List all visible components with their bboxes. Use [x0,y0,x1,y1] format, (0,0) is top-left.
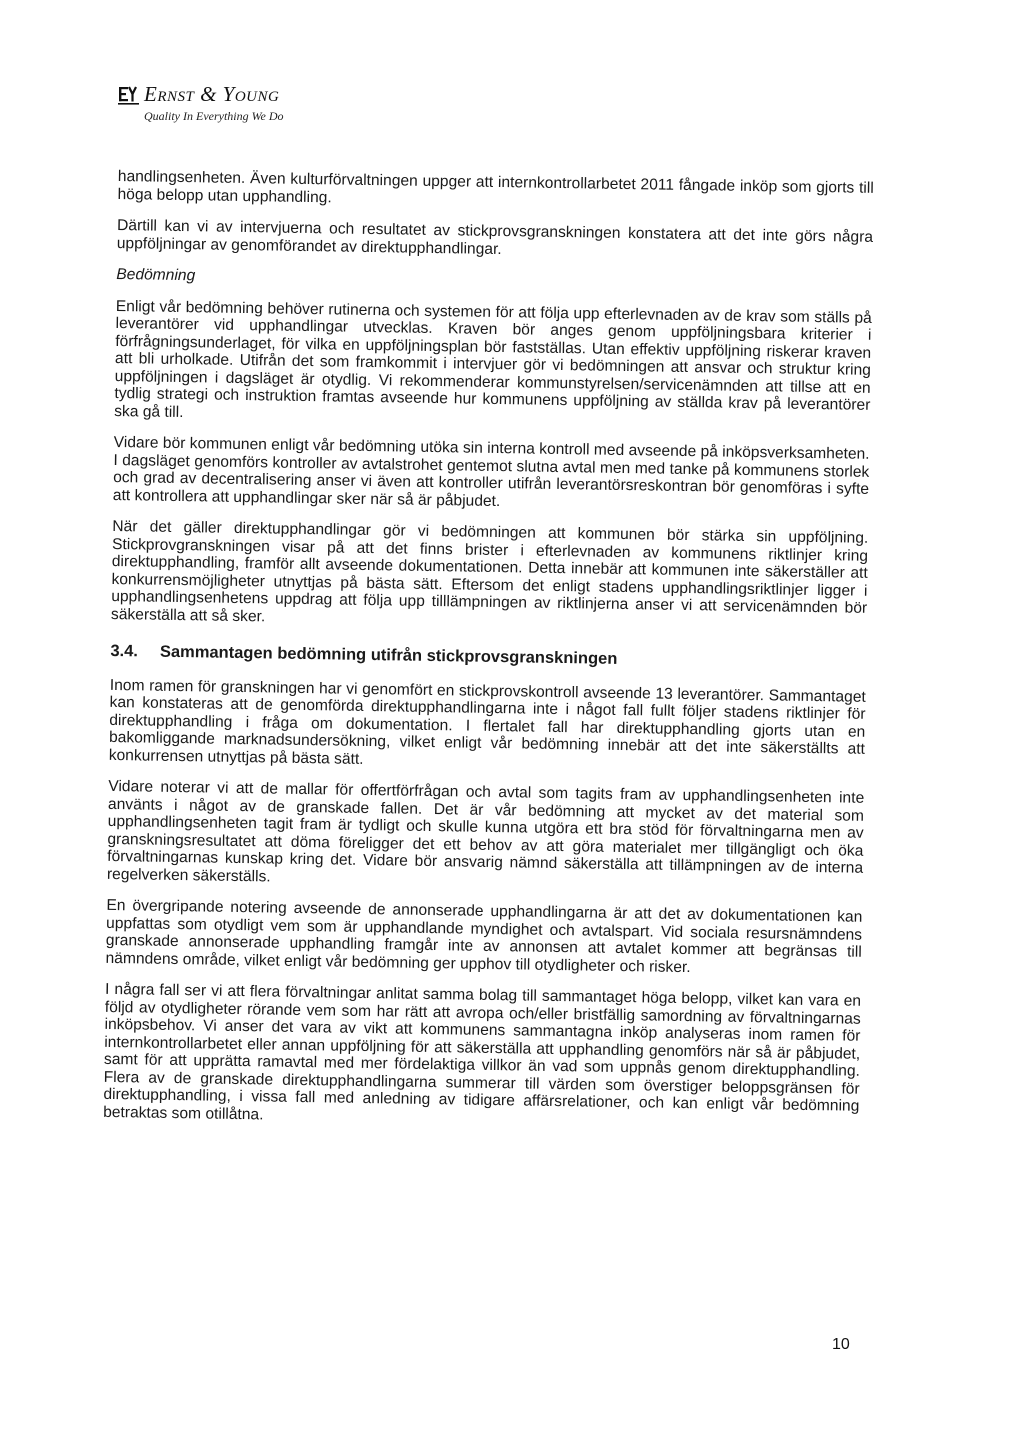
section-title: Sammantagen bedömning utifrån stickprovsgranskningen [159,642,618,668]
page-number: 10 [832,1336,850,1353]
company-logo [118,82,418,124]
paragraph: handlingsenheten. Även kulturförvaltningen uppger att internkontrollarbetet 2011 fångade inköp som gjorts till höga belopp utan upphandling. [117,168,874,206]
paragraph: Inom ramen för granskningen har vi genomfört en stickprovskontroll avseende 13 leverantörer. Sammantaget kan konstateras att de genomförda direktupphandlingarna inte i något fall fullt följer stadens riktlinjer för direktupphandling i fråga om dokumentation. I flertalet fall har direktupphandling gjorts utan en bakomliggande marknadsundersökning, vilket enligt vår bedömning innebär att det inte säkerställts att konkurrensen utnyttjas på bästa sätt. [108,676,866,768]
subheading-assessment: Bedömning [116,265,196,285]
logo-name: Ernst & Young [144,82,280,106]
logo-tagline: Quality In Everything We Do [144,109,284,123]
paragraph: En övergripande notering avseende de annonserade upphandlingarna är att det av dokumentationen kan uppfattas som otydligt vem som är upphandlande myndighet och avtalspart. Vid sociala resursnämndens granskade annonserade upphandling framgår inte av annonsen att avtalet kommer att begränsas till nämndens område, vilket enligt vår bedömning ger upphov till otydligheter och risker. [105,896,863,976]
paragraph: I några fall ser vi att flera förvaltningar anlitat samma bolag till sammantaget höga belopp, vilket kan vara en följd av otydligheter rörande vem som har rätt att avropa och/eller bristfällig samordning av förvaltningarnas inköpsbehov. Vi anser det vara av vikt att kommunens sammantagna inköp analyseras inom ramen för internkontrollarbetet eller annan uppföljning för att säkerställa att upphandling genomförs när så är påbjudet, samt för att upprätta ramavtal med mer fördelaktiga villkor än vad som uppnås genom direktupphandling. Flera av de granskade direktupphandlingarna summerar till värden som överstiger beloppsgränsen för direktupphandling, i vissa fall med anledning av tidigare affärsrelationer, och kan enligt vår bedömning betraktas som otillåtna. [103,980,862,1123]
paragraph: När det gäller direktupphandlingar gör vi bedömningen att kommunen bör stärka sin uppföljning. Stickprovgranskningen visar på att det finns brister i efterlevnaden av kommunens riktlinjer kring direktupphandling, framför allt avseende dokumentationen. Detta innebär att kommunen inte säkerställer att konkurrensmöjligheter utnyttjas på bästa sätt. Eftersom det enligt stadens upphandlingsriktlinjer ligger i upphandlingsenhetens uppdrag att följa upp tilllämpningen av riktlinjerna anser vi att servicenämnden bör säkerställa att så sker. [110,517,869,625]
paragraph: Vidare noterar vi att de mallar för offertförfrågan och avtal som tagits fram av upphandlingsenheten inte använts i något av de granskade fallen. Det är vår bedömning att mycket av det material som upphandlingsenheten tagit fram är tydligt och skulle kunna utgöra ett bra stöd för förvaltningarna men av granskningsresultatet att döma föreligger det ett behov av att göra materialet mer tillgängligt och öka förvaltningarnas kunskap kring det. Vidare bör ansvarig nämnd säkerställa att tillämpningen av de interna regelverken säkerställs. [106,777,865,885]
paragraph: Enligt vår bedömning behöver rutinerna och systemen för att följa upp efterlevnaden av de krav som ställs på leverantörer vid upphandlingar utvecklas. Kraven bör anges genom uppföljningsbara kriterier i förfrågningsunderlaget, för vilka en uppföljningsplan bör fastställas. Utan effektiv uppföljning riskerar kraven att bli urholkade. Utifrån det som framkommit i intervjuer gör vi bedömningen att ansvar och struktur kring uppföljningen i dagsläget är otydlig. Vi rekommenderar kommunstyrelsen/servicenämnden att tillse att en tydlig strategi och instruktion framtas avseende hur kommunens uppföljning av ställda krav på leverantörer ska gå till. [114,297,872,421]
paragraph: Därtill kan vi av intervjuerna och resultatet av stickprovsgranskningen konstatera att det inte görs några uppföljningar av genomförandet av direktupphandlingar. [116,216,874,258]
ey-logo-icon [118,84,140,106]
paragraph: Vidare bör kommunen enligt vår bedömning utöka sin interna kontroll med avseende på inköpsverksamheten. I dagsläget genomförs kontroller av avtalstrohet gentemot slutna avtal men med tanke på kommunens storlek och grad av decentralisering anser vi även att kontroller utifrån leverantörsreskontran bör genomföras i syfte att kontrollera att upphandlingar sker när så är påbjudet. [112,433,870,510]
section-number: 3.4. [110,641,139,661]
document-body [103,168,874,1147]
section-heading [110,643,866,672]
